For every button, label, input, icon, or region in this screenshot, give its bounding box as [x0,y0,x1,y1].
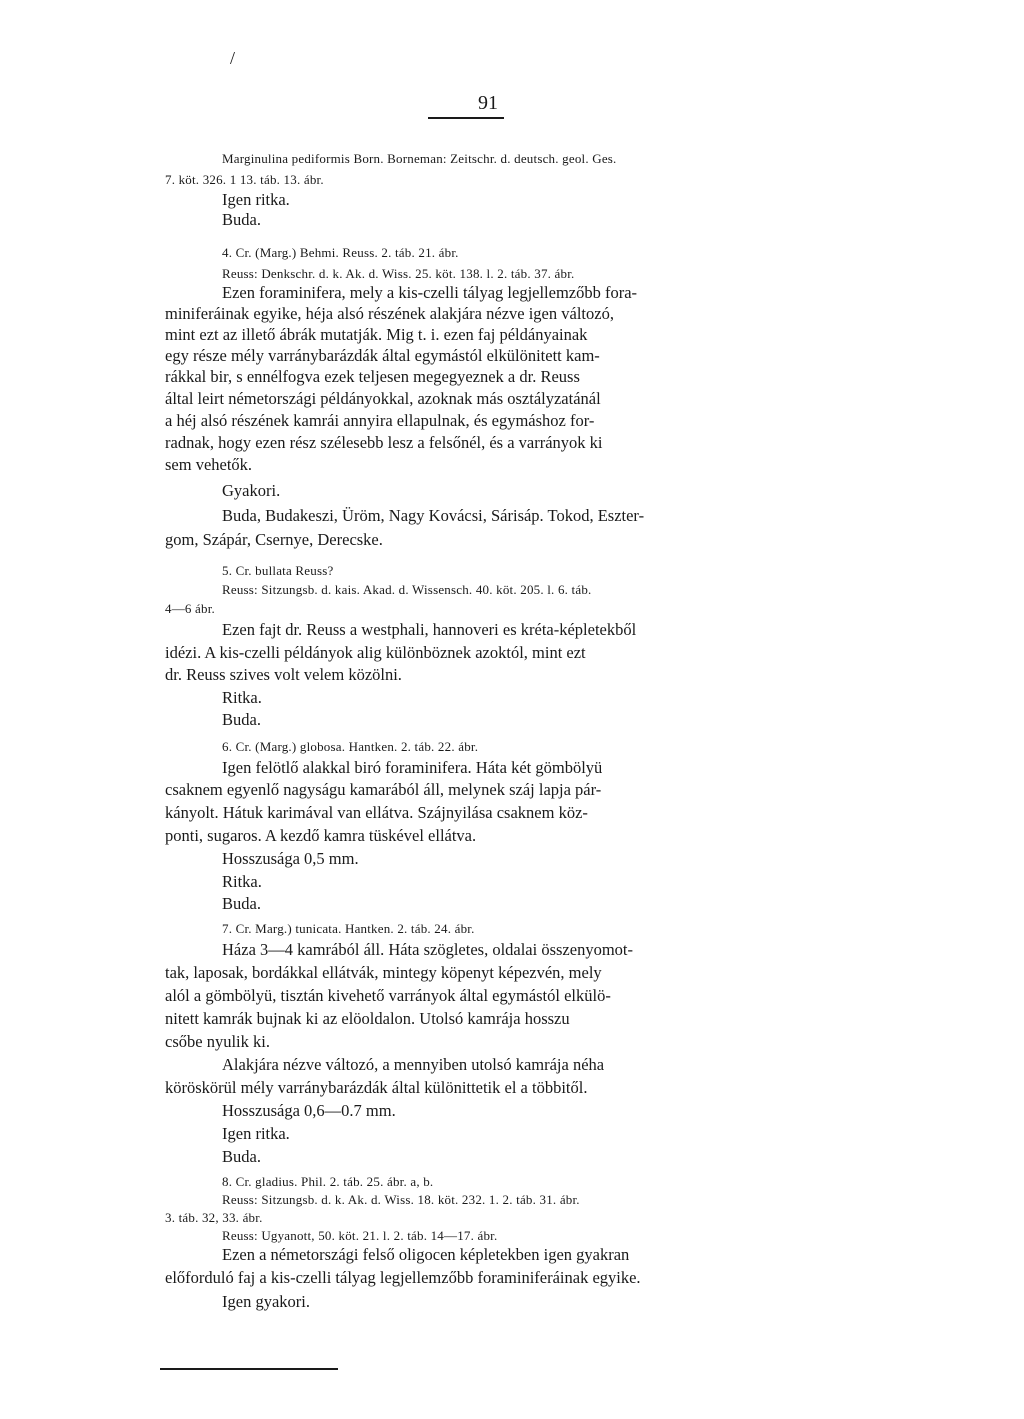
text-line: Buda. [222,1147,261,1166]
text-line: 8. Cr. gladius. Phil. 2. táb. 25. ábr. a, b. [222,1174,434,1189]
text-line: mint ezt az illető ábrák mutatják. Mig t. i. ezen faj példányainak [165,325,588,344]
header-rule [428,117,504,119]
text-line: radnak, hogy ezen rész szélesebb lesz a felsőnél, és a varrányok ki [165,433,603,452]
text-line: rákkal bir, s ennélfogva ezek teljesen megegyeznek a dr. Reuss [165,367,580,386]
text-line: gom, Szápár, Csernye, Derecske. [165,530,383,549]
text-line: Alakjára nézve változó, a mennyiben utolsó kamrája néha [222,1055,605,1074]
text-line: 4. Cr. (Marg.) Behmi. Reuss. 2. táb. 21. ábr. [222,245,459,260]
text-line: Reuss: Denkschr. d. k. Ak. d. Wiss. 25. köt. 138. l. 2. táb. 37. ábr. [222,266,575,281]
text-line: Ezen foraminifera, mely a kis-czelli tályag legjellemzőbb fora- [222,283,638,302]
text-line: Reuss: Sitzungsb. d. kais. Akad. d. Wissensch. 40. köt. 205. l. 6. táb. [222,582,592,597]
text-line: miniferáinak egyike, héja alsó részének alakjára nézve igen változó, [165,304,614,323]
text-line: Marginulina pediformis Born. Borneman: Zeitschr. d. deutsch. geol. Ges. [222,151,617,166]
stray-mark: / [230,48,236,68]
text-line: előforduló faj a kis-czelli tályag legjellemzőbb foraminiferáinak egyike. [165,1268,641,1287]
text-line: Buda, Budakeszi, Üröm, Nagy Kovácsi, Sárisáp. Tokod, Eszter- [222,506,645,525]
text-line: Igen ritka. [222,1124,290,1143]
text-line: Igen felötlő alakkal biró foraminifera. Háta két gömbölyü [222,758,603,777]
footer-rule [160,1368,338,1370]
text-line: nitett kamrák bujnak ki az elöoldalon. Utolsó kamrája hosszu [165,1009,570,1028]
text-line: Reuss: Sitzungsb. d. k. Ak. d. Wiss. 18. köt. 232. 1. 2. táb. 31. ábr. [222,1192,580,1207]
text-line: Igen gyakori. [222,1292,310,1311]
text-line: 6. Cr. (Marg.) globosa. Hantken. 2. táb. 22. ábr. [222,739,479,754]
text-line: 5. Cr. bullata Reuss? [222,563,334,578]
text-line: egy része mély varránybarázdák által egymástól elkülönitett kam- [165,346,600,365]
text-line: 3. táb. 32, 33. ábr. [165,1210,263,1225]
text-line: Reuss: Ugyanott, 50. köt. 21. l. 2. táb. 14—17. ábr. [222,1228,498,1243]
text-line: Hosszusága 0,6—0.7 mm. [222,1101,396,1120]
text-line: Igen ritka. [222,190,290,209]
text-line: Ritka. [222,688,262,707]
text-line: 7. Cr. Marg.) tunicata. Hantken. 2. táb. 24. ábr. [222,921,475,936]
text-line: csaknem egyenlő nagyságu kamarából áll, melynek száj lapja pár- [165,780,602,799]
text-line: tak, laposak, bordákkal ellátvák, mintegy köpenyt képezvén, mely [165,963,602,982]
text-line: által leirt németországi példányokkal, azoknak más osztályzatánál [165,389,601,408]
text-line: ponti, sugaros. A kezdő kamra tüskével ellátva. [165,826,477,845]
text-line: dr. Reuss szives volt velem közölni. [165,665,402,684]
text-line: Buda. [222,710,261,729]
text-line: Hosszusága 0,5 mm. [222,849,359,868]
text-line: sem vehetők. [165,455,253,474]
text-line: kányolt. Hátuk karimával van ellátva. Szájnyilása csaknem köz- [165,803,588,822]
text-line: alól a gömbölyü, tisztán kivehető varrányok által egymástól elkülö- [165,986,611,1005]
text-line: 7. köt. 326. 1 13. táb. 13. ábr. [165,172,324,187]
text-line: Ezen a németországi felső oligocen képletekben igen gyakran [222,1245,630,1264]
text-line: Buda. [222,210,261,229]
text-line: a héj alsó részének kamrái annyira ellapulnak, és egymáshoz for- [165,411,595,430]
text-line: idézi. A kis-czelli példányok alig különböznek azoktól, mint ezt [165,643,586,662]
text-line: Ezen fajt dr. Reuss a westphali, hannoveri es kréta-képletekből [222,620,637,639]
text-line: köröskörül mély varránybarázdák által különittetik el a többitől. [165,1078,588,1097]
text-line: Háza 3—4 kamrából áll. Háta szögletes, oldalai összenyomot- [222,940,633,959]
text-line: 4—6 ábr. [165,601,215,616]
page-number: 91 [478,92,498,114]
text-line: Gyakori. [222,481,281,500]
text-line: Buda. [222,894,261,913]
text-line: csőbe nyulik ki. [165,1032,270,1051]
text-line: Ritka. [222,872,262,891]
